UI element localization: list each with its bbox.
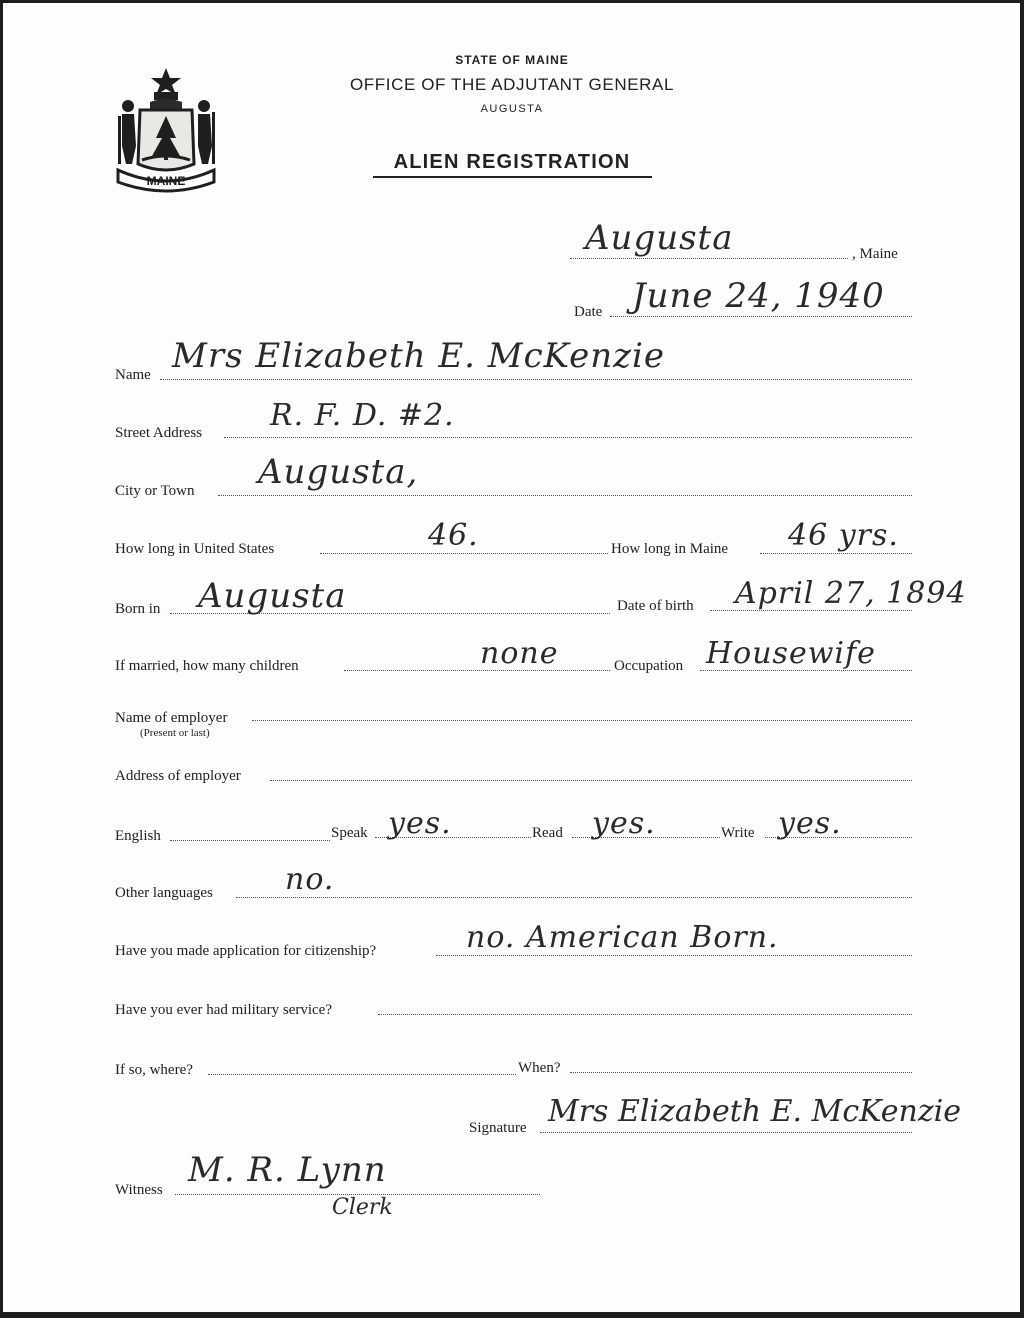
speak-label: Speak	[331, 825, 368, 841]
employer-line	[252, 720, 912, 721]
city-heading: AUGUSTA	[480, 103, 544, 115]
where-line	[208, 1074, 516, 1075]
occupation-value: Housewife	[706, 636, 876, 671]
form-title: ALIEN REGISTRATION	[393, 151, 631, 173]
signature-line	[540, 1132, 912, 1133]
english-line	[170, 840, 330, 841]
date-of-birth-label: Date of birth	[617, 598, 694, 614]
office-heading: OFFICE OF THE ADJUTANT GENERAL	[349, 75, 675, 94]
employer-sublabel: (Present or last)	[140, 727, 210, 739]
citizenship-label: Have you made application for citizenship?	[115, 943, 377, 959]
place-value: Augusta	[585, 218, 734, 258]
employer-address-line	[270, 780, 912, 781]
scan-border-left	[0, 0, 3, 1318]
other-languages-label: Other languages	[115, 885, 213, 901]
name-label: Name	[115, 367, 151, 383]
date-label: Date	[574, 304, 603, 320]
when-line	[570, 1072, 912, 1073]
children-value: none	[480, 636, 559, 671]
military-service-line	[378, 1014, 912, 1015]
occupation-label: Occupation	[614, 658, 684, 674]
maine-duration-value: 46 yrs.	[788, 518, 899, 553]
other-languages-line	[236, 897, 912, 898]
date-value: June 24, 1940	[632, 276, 885, 316]
citizenship-value: no. American Born.	[466, 920, 779, 955]
name-value: Mrs Elizabeth E. McKenzie	[172, 336, 666, 376]
witness-title: Clerk	[332, 1195, 393, 1220]
speak-value: yes.	[388, 806, 452, 841]
write-value: yes.	[778, 806, 842, 841]
scan-border-right	[1020, 0, 1024, 1318]
title-underline	[373, 176, 652, 178]
us-duration-value: 46.	[428, 518, 479, 553]
witness-label: Witness	[115, 1182, 163, 1198]
street-address-value: R. F. D. #2.	[270, 398, 455, 433]
state-heading: STATE OF MAINE	[455, 53, 569, 67]
witness-value: M. R. Lynn	[188, 1150, 387, 1190]
maine-duration-line	[760, 553, 912, 554]
children-label: If married, how many children	[115, 658, 299, 674]
date-of-birth-value: April 27, 1894	[735, 576, 967, 611]
write-label: Write	[721, 825, 755, 841]
city-town-value: Augusta,	[258, 452, 419, 492]
scan-border-bottom	[0, 1312, 1024, 1318]
citizenship-line	[436, 955, 912, 956]
employer-address-label: Address of employer	[115, 768, 241, 784]
us-duration-line	[320, 553, 608, 554]
where-label: If so, where?	[115, 1062, 193, 1078]
read-value: yes.	[592, 806, 656, 841]
other-languages-value: no.	[285, 862, 335, 897]
scan-border-top	[0, 0, 1024, 3]
military-service-label: Have you ever had military service?	[115, 1002, 332, 1018]
when-label: When?	[518, 1060, 561, 1076]
street-address-line	[224, 437, 912, 438]
city-town-line	[218, 495, 912, 496]
signature-value: Mrs Elizabeth E. McKenzie	[548, 1094, 961, 1129]
place-suffix-label: , Maine	[852, 246, 898, 262]
maine-duration-label: How long in Maine	[611, 541, 729, 557]
read-label: Read	[532, 825, 563, 841]
svg-text:MAINE: MAINE	[146, 174, 186, 188]
born-in-label: Born in	[115, 601, 161, 617]
name-line	[160, 379, 912, 380]
signature-label: Signature	[469, 1120, 527, 1136]
born-in-value: Augusta	[198, 576, 347, 616]
place-line	[570, 258, 848, 259]
employer-label: Name of employer	[115, 710, 228, 726]
children-line	[344, 670, 610, 671]
date-line	[610, 316, 912, 317]
us-duration-label: How long in United States	[115, 541, 275, 557]
english-label: English	[115, 828, 161, 844]
street-address-label: Street Address	[115, 425, 203, 441]
city-town-label: City or Town	[115, 483, 195, 499]
